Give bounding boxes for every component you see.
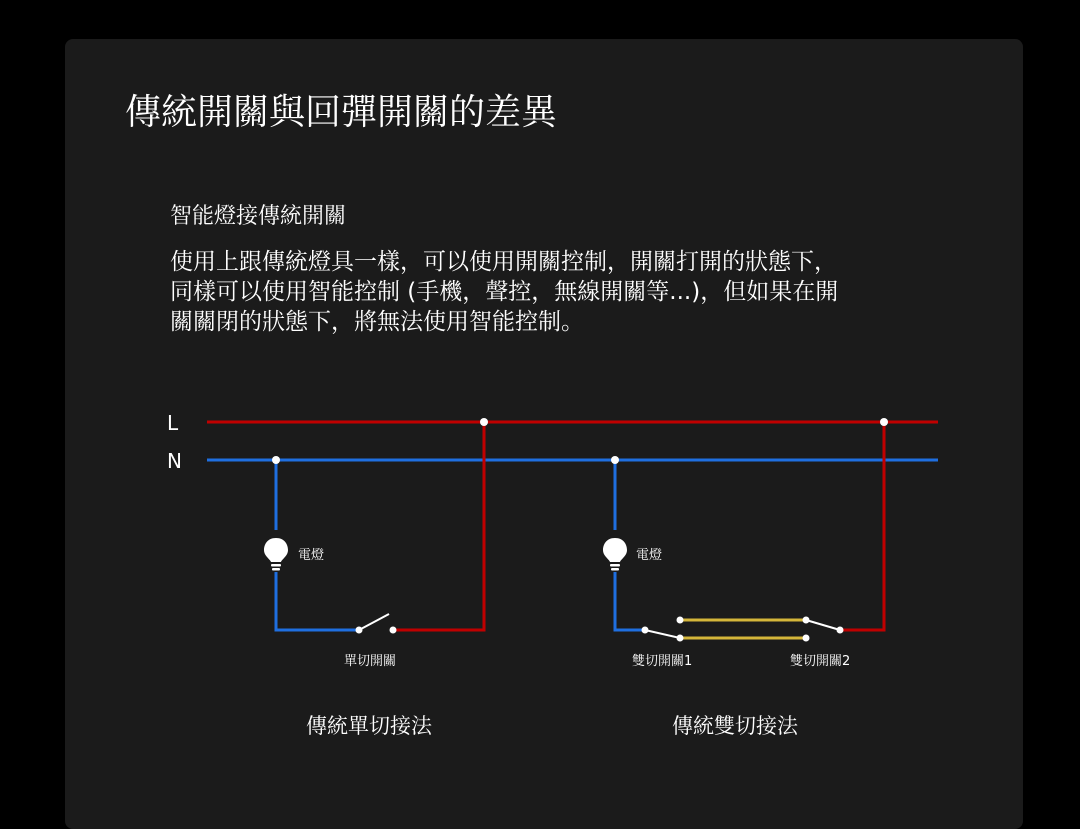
description-line-1: 使用上跟傳統燈具一樣，可以使用開關控制，開關打開的狀態下， (170, 249, 837, 275)
junction-node (880, 418, 888, 426)
switch-contact-node (677, 635, 684, 642)
double-caption: 傳統雙切接法 (672, 714, 798, 738)
double-lamp-label: 電燈 (636, 548, 663, 563)
single-live-return-wire (393, 422, 484, 630)
section-subtitle: 智能燈接傳統開關 (170, 204, 347, 229)
bulb-icon (264, 538, 288, 571)
line-l-label: L (167, 411, 179, 435)
single-lamp-label: 電燈 (298, 548, 325, 563)
junction-node (611, 456, 619, 464)
switch-contact-node (390, 627, 397, 634)
line-n-label: N (167, 449, 182, 473)
switch-contact-node (803, 617, 810, 624)
single-caption: 傳統單切接法 (306, 714, 432, 738)
switch-contact-node (356, 627, 363, 634)
double-live-return-wire (840, 422, 884, 630)
switch-contact-node (837, 627, 844, 634)
single-switch-circuit (264, 418, 488, 738)
junction-node (272, 456, 280, 464)
bulb-icon (603, 538, 627, 571)
double-lamp-to-switch-wire (615, 572, 645, 630)
switch1-label: 雙切開關1 (632, 654, 693, 669)
description-line-2: 同樣可以使用智能控制 (手機，聲控，無線開關等...)，但如果在開 (170, 279, 839, 305)
page-title: 傳統開關與回彈開關的差異 (125, 92, 558, 133)
double-switch-circuit (603, 418, 888, 738)
description-line-3: 關關閉的狀態下，將無法使用智能控制。 (170, 309, 584, 335)
switch2-lever (806, 620, 840, 630)
single-switch-lever (359, 614, 389, 630)
switch-contact-node (642, 627, 649, 634)
switch2-label: 雙切開關2 (790, 654, 851, 669)
single-lamp-to-switch-wire (276, 572, 359, 630)
switch-contact-node (803, 635, 810, 642)
switch-contact-node (677, 617, 684, 624)
single-switch-label: 單切開關 (344, 654, 397, 669)
switch1-lever (645, 630, 680, 638)
junction-node (480, 418, 488, 426)
